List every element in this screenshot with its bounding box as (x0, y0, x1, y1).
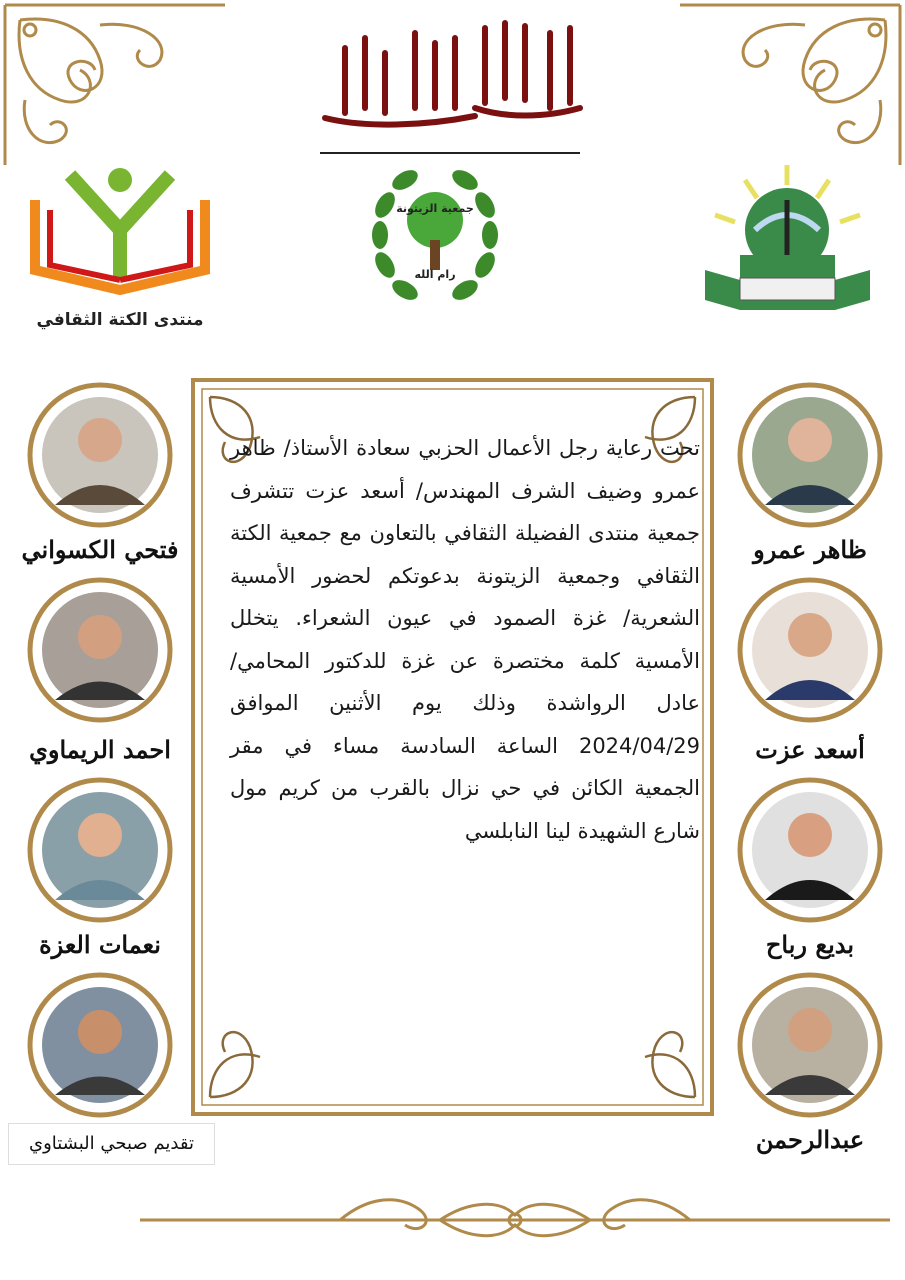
portrait-right-4 (735, 970, 885, 1120)
invitation-text: تحت رعاية رجل الأعمال الحزبي سعادة الأستاذ/ ظاهر عمرو وضيف الشرف المهندس/ أسعد عزت تتشرف جمعية منتدى الفضيلة الثقافي بالتعاون مع جمعية الكتة الثقافي وجمعية الزيتونة بدعوتكم لحضور الأمسية الشعرية/ غزة الصمود في عيون الشعراء. يتخلل الأمسية كلمة مختصرة عن غزة للدكتور المحامي/ عادل الرواشدة وذلك يوم الأثنين الموافق 2024/04/29 الساعة السادسة مساء في مقر الجمعية الكائن في حي نزال بالقرب من كريم مول شارع الشهيدة لينا النابلسي (230, 436, 700, 843)
zaytouna-city: رام الله (414, 268, 456, 281)
zaytouna-association-logo (360, 160, 510, 310)
portrait-left-4 (25, 970, 175, 1120)
portrait-right-3 (735, 775, 885, 925)
participant-name-right-1: ظاهر عمرو (753, 535, 867, 564)
bottom-ornament-divider (140, 1190, 890, 1250)
presenter-credit: تقديم صبحي البشتاوي (8, 1123, 215, 1165)
portrait-right-2 (735, 575, 885, 725)
portrait-left-2 (25, 575, 175, 725)
participant-name-right-3: بديع رباح (765, 930, 855, 959)
kuttah-forum-caption: منتدى الكتة الثقافي (36, 310, 204, 330)
participant-name-left-1: فتحي الكسواني (21, 535, 179, 564)
portrait-left-3 (25, 775, 175, 925)
participant-name-left-2: احمد الريماوي (29, 735, 171, 764)
portrait-right-1 (735, 380, 885, 530)
participant-name-left-3: نعمات العزة (39, 930, 161, 959)
zaytouna-name: جمعية الزيتونة (396, 202, 474, 215)
participant-name-right-4: عبدالرحمن (755, 1125, 865, 1154)
fadila-forum-logo (695, 160, 880, 330)
invitation-frame (190, 377, 715, 1117)
portrait-left-1 (25, 380, 175, 530)
kuttah-forum-logo (25, 160, 215, 330)
corner-ornament-top-right (675, 0, 905, 170)
basmala-calligraphy (305, 8, 595, 158)
corner-ornament-top-left (0, 0, 230, 170)
participant-name-right-2: أسعد عزت (755, 735, 865, 764)
